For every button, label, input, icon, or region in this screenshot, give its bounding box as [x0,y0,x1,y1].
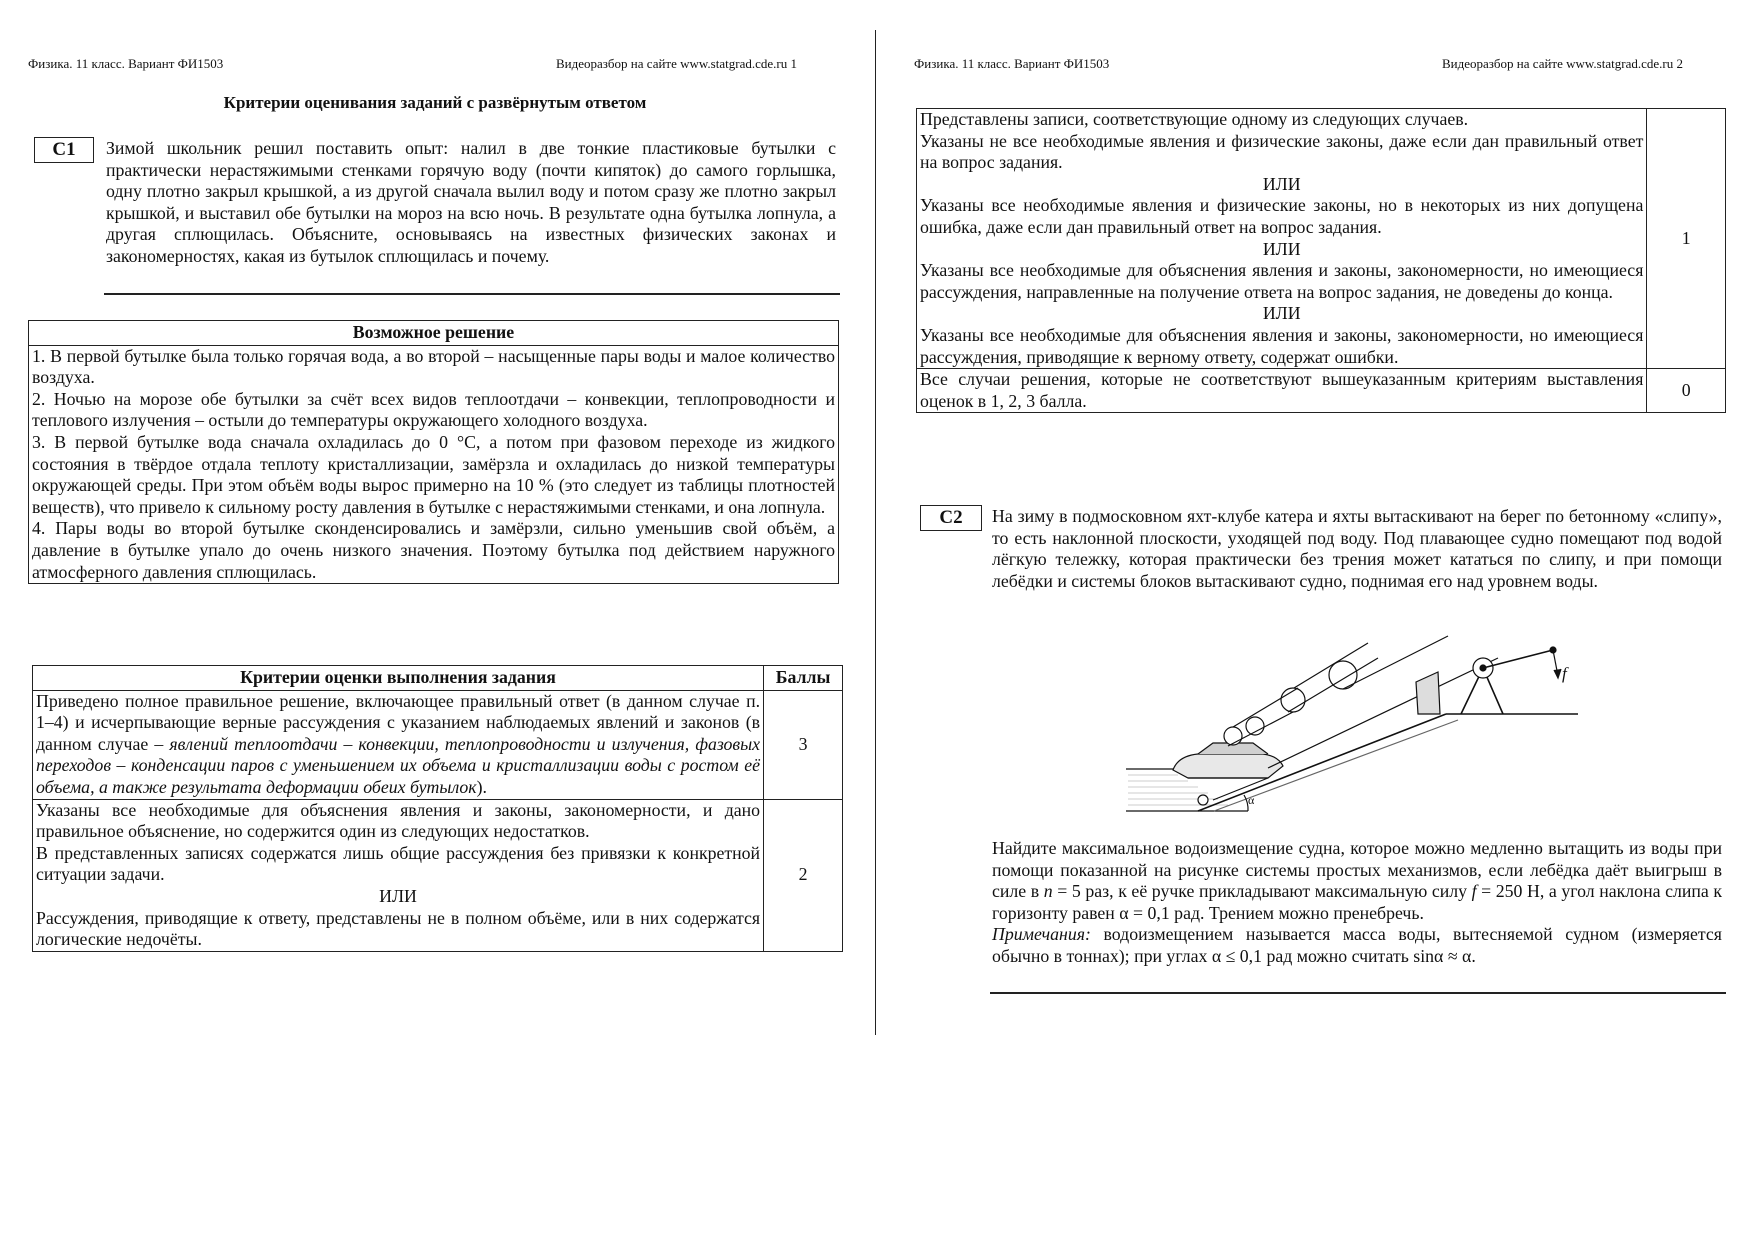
slipway-diagram [1118,628,1598,818]
task-label-c1: С1 [34,137,94,163]
score-col-header: Баллы [764,666,843,691]
criteria-row-1-or-2: ИЛИ [1262,238,1301,259]
c2-question-n: n [1043,881,1053,902]
c1-underline [104,293,840,295]
criteria-row-3 [33,690,764,799]
criteria-row-0: Все случаи решения, которые не соответствуют вышеуказанным критериям выставления оценок в 1, 2, 3 балла. [917,369,1647,413]
page2-header-left: Физика. 11 класс. Вариант ФИ1503 [914,56,1110,71]
criteria-col-header: Критерии оценки выполнения задания [33,666,764,691]
c2-task-text: На зиму в подмосковном яхт-клубе катера и яхты вытаскивают на берег по бетонному «слипу», то есть наклонной плоскости, уходящей под воду. Под плавающее судно помещают под водой лёгкую тележку, которая практически без трения может кататься по слипу, и при помощи лебёдки и системы блоков вытаскивают судно, поднимая его над уровнем воды. [992,506,1722,591]
score-0: 0 [1647,369,1726,413]
criteria-row-2-text-2: В представленных записях содержатся лишь общие рассуждения без привязки к конкретной ситуации задачи. [36,842,761,885]
solution-box [28,320,839,584]
criteria-row-1-or-3: ИЛИ [1262,303,1301,324]
c2-underline [990,992,1726,994]
criteria-row-1-case-1: Указаны не все необходимые явления и физические законы, даже если дан правильный ответ на вопрос задания. [920,130,1644,173]
post [1416,672,1440,714]
page-title: Критерии оценивания заданий с развёрнутым ответом [223,93,647,112]
criteria-row-3-italic: – явлений теплоотдачи – конвекции, теплопроводности и излучения, фазовых переходов – конденсации паров с уменьшением их объема и кристаллизации воды с ростом её объема, а также результата деформации обеих бутылок [36,733,761,797]
score-3: 3 [764,690,843,799]
criteria-row-2-text-1: Указаны все необходимые для объяснения явления и законы, закономерности, и дано правильное объяснение, но содержится один из следующих недостатков. [36,799,761,842]
criteria-row-1-or-1: ИЛИ [1262,173,1301,194]
page1-header-right: Видеоразбор на сайте www.statgrad.cde.ru 1 [556,56,797,71]
criteria-row-1-intro: Представлены записи, соответствующие одному из следующих случаев. [920,109,1469,129]
solution-header: Возможное решение [29,321,839,346]
solution-step-1: 1. В первой бутылке была только горячая вода, а во второй – насыщенные пары воды и малое количество воздуха. [32,345,835,388]
solution-step-4: 4. Пары воды во второй бутылке сконденсировались и замёрзли, сильно уменьшив свой объём, а давление в бутылке упало до очень низкого значения. Поэтому бутылка под действием наружного атмосферного давления сплющилась. [32,518,835,582]
task-label-c2: С2 [920,505,982,531]
criteria-row-3-end: ). [476,776,487,797]
criteria-row-1-case-4: Указаны все необходимые для объяснения явления и законы, закономерности, но имеющиеся рассуждения, приводящие к верному ответу, содержат ошибки. [920,324,1644,367]
page2-header-right: Видеоразбор на сайте www.statgrad.cde.ru 2 [1442,56,1683,71]
criteria-row-2-text-3: Рассуждения, приводящие к ответу, представлены не в полном объёме, или в них содержатся логические недочёты. [36,907,761,950]
force-arrow-head [1554,669,1561,678]
c2-question-text [992,838,1722,968]
score-1: 1 [1647,109,1726,369]
c2-question-part-1: Найдите максимальное водоизмещение судна, которое можно медленно вытащить из воды при помощи показанной на рисунке системы простых механизмов, если лебёдка даёт выигрыш в силе в [992,838,1722,902]
angle-label: α [1248,793,1255,807]
solution-step-3: 3. В первой бутылке вода сначала охладилась до 0 °С, а потом при фазовом переходе из жидкого состояния в твёрдое отдала теплоту кристаллизации, замёрзла и охладилась до низкой температуры окружающей среды. При этом объём воды вырос примерно на 10 % (это следует из таблицы плотностей веществ), что привело к сильному росту давления в бутылке с нерастяжимыми стенками, и она лопнула. [32,431,835,517]
solution-step-2: 2. Ночью на морозе обе бутылки за счёт всех видов теплоотдачи – конвекции, теплопроводности и теплового излучения – остыли до температуры окружающего холодного воздуха. [32,388,835,431]
criteria-row-2-or: ИЛИ [379,885,417,906]
score-2: 2 [764,799,843,951]
trolley-wheel [1198,795,1208,805]
c2-question-f: f [1471,881,1477,902]
pulley-1 [1224,727,1242,745]
solution-body [29,345,839,584]
c2-note-text: водоизмещением называется масса воды, вытесняемой судном (измеряется обычно в тоннах); при углах α ≤ 0,1 рад можно считать sinα ≈ α. [992,924,1722,966]
winch-handle [1483,650,1553,668]
force-label: f [1562,664,1567,683]
rope [1268,658,1498,768]
c2-note-label: Примечания: [992,924,1091,945]
c2-question-part-2: = 5 раз, к её ручке прикладывают максимальную силу [1057,881,1468,902]
criteria-row-1-case-2: Указаны все необходимые явления и физические законы, но в некоторых из них допущена ошибка, даже если дан правильный ответ на вопрос задания. [920,195,1644,237]
criteria-row-1 [917,109,1647,369]
criteria-table [32,665,843,952]
criteria-table-continued [916,108,1726,413]
c2-question-part-3: = 250 Н, а угол наклона слипа к горизонту равен α = 0,1 рад. Трением можно пренебречь. [992,881,1722,923]
page1-header-left: Физика. 11 класс. Вариант ФИ1503 [28,56,224,71]
boat-hull [1173,754,1283,778]
page-separator [875,30,876,1035]
criteria-row-1-case-3: Указаны все необходимые для объяснения явления и законы, закономерности, но имеющиеся рассуждения, направленные на получение ответа на вопрос задания, не доведены до конца. [920,260,1644,302]
c1-task-text: Зимой школьник решил поставить опыт: налил в две тонкие пластиковые бутылки с практически нерастяжимыми стенками горячую воду (почти кипяток) до самого горлышка, одну плотно закрыл крышкой, а из другой сначала вылил воду и потом сразу же плотно закрыл крышкой, и выставил обе бутылки на мороз на всю ночь. В результате одна бутылка лопнула, а другая сплющилась. Объясните, основываясь на известных физических законах и закономерностях, какая из бутылок сплющилась и почему. [106,138,836,266]
criteria-row-2 [33,799,764,951]
criteria-row-3-text: Приведено полное правильное решение, включающее правильный ответ (в данном случае п. 1–4) и исчерпывающие верные рассуждения с указанием наблюдаемых явлений и законов (в данном случае [36,690,761,754]
water-hatching [1128,775,1228,805]
